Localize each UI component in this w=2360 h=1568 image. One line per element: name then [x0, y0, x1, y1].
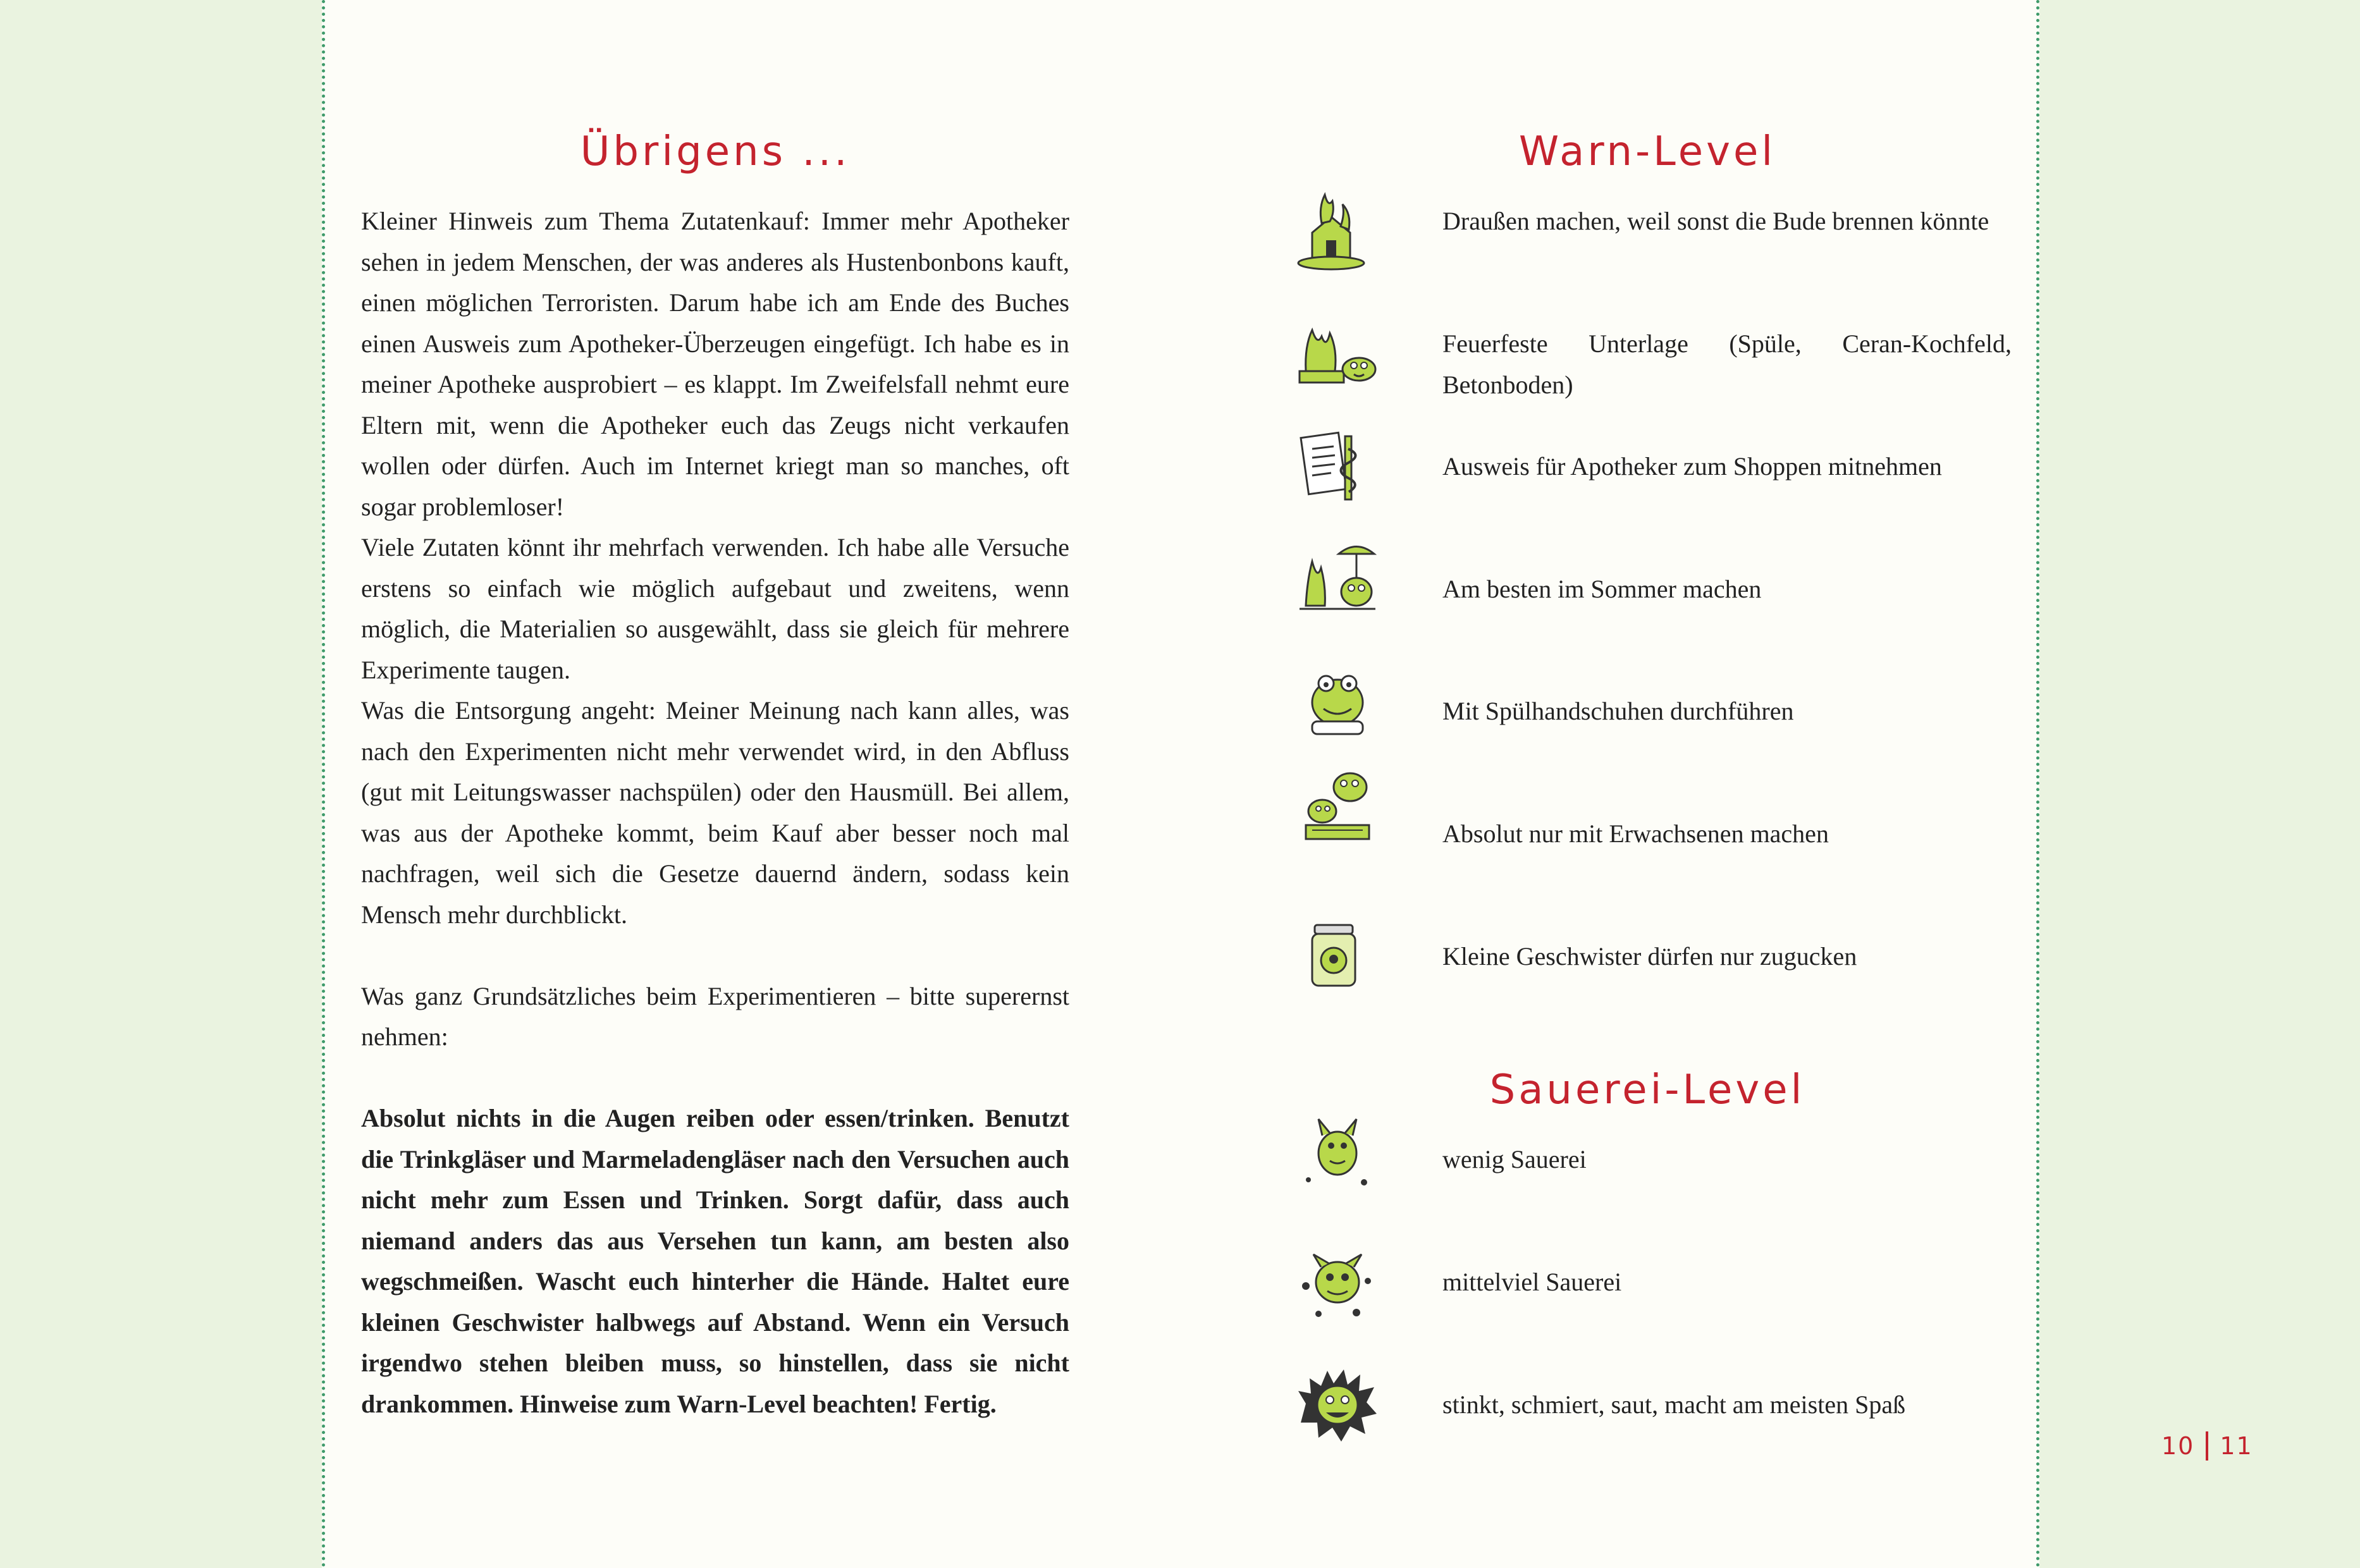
- warn-item-siblings: [1293, 936, 2014, 1031]
- heading-sauerei-level: Sauerei-Level: [1489, 1067, 1805, 1113]
- summer-umbrella-icon: [1293, 536, 1382, 625]
- warn-item-pharmacy-id: [1293, 446, 2014, 541]
- page-number-left: 10: [2161, 1432, 2195, 1460]
- page-number-separator: [2206, 1431, 2208, 1461]
- burning-house-icon: [1293, 188, 1382, 277]
- small-mess-monster-icon: [1293, 1104, 1382, 1192]
- warn-item-text: Kleine Geschwister dürfen nur zugucken: [1442, 942, 1857, 971]
- mess-item-medium: [1293, 1262, 2014, 1357]
- big-mess-monster-icon: [1293, 1359, 1382, 1448]
- jar-watch-icon: [1293, 911, 1382, 1000]
- fireproof-base-icon: [1293, 311, 1382, 400]
- warn-item-text: Ausweis für Apotheker zum Shoppen mitnehmen: [1442, 452, 1942, 481]
- left-body-text: [361, 201, 1069, 1424]
- warn-item-fireproof: [1293, 324, 2014, 419]
- warn-item-gloves: [1293, 691, 2014, 786]
- page-number-right: 11: [2220, 1432, 2253, 1460]
- medium-mess-monster-icon: [1293, 1237, 1382, 1325]
- heading-uebrigens: Übrigens ...: [580, 128, 851, 175]
- warn-item-text: Mit Spülhandschuhen durchführen: [1442, 697, 1794, 725]
- page-numbers: [2161, 1431, 2253, 1461]
- warn-item-adults: [1293, 814, 2014, 909]
- warn-item-text: Absolut nur mit Erwachsenen machen: [1442, 819, 1829, 848]
- mess-item-text: mittelviel Sauerei: [1442, 1268, 1622, 1296]
- pharmacy-id-icon: [1293, 424, 1382, 512]
- heading-warn-level: Warn-Level: [1518, 128, 1776, 175]
- paragraph-disposal: Was die Entsorgung angeht: Meiner Meinung nach kann alles, was nach den Experimenten nicht mehr verwendet wird, in den Abfluss (gut mit Leitungswasser nachspülen) oder den Hausmüll. Bei allem, was aus der Apotheke kommt, beim Kauf aber besser noch mal nachfragen, weil sich die Gesetze dauernd ändern, sodass kein Mensch mehr durchblickt.: [361, 696, 1069, 929]
- mess-item-small: [1293, 1139, 2014, 1234]
- adult-supervision-icon: [1293, 762, 1382, 850]
- warn-item-text: Draußen machen, weil sonst die Bude brennen könnte: [1442, 207, 1989, 235]
- warn-item-text: Am besten im Sommer machen: [1442, 575, 1762, 603]
- mess-item-text: stinkt, schmiert, saut, macht am meisten Spaß: [1442, 1390, 1906, 1419]
- paragraph-reuse: Viele Zutaten könnt ihr mehrfach verwenden. Ich habe alle Versuche erstens so einfach wie möglich aufgebaut und zweitens, wenn möglich, die Materialien so ausgewählt, dass sie gleich für mehrere Experimente taugen.: [361, 533, 1069, 684]
- warn-item-summer: [1293, 569, 2014, 664]
- mess-item-text: wenig Sauerei: [1442, 1145, 1587, 1173]
- mess-item-big: [1293, 1385, 2014, 1479]
- warn-item-text: Feuerfeste Unterlage (Spüle, Ceran-Kochfeld, Betonboden): [1442, 329, 2012, 399]
- rubber-gloves-icon: [1293, 658, 1382, 747]
- paragraph-ingredients: Kleiner Hinweis zum Thema Zutatenkauf: Immer mehr Apotheker sehen in jedem Menschen, der was anderes als Hustenbonbons kauft, einen möglichen Terroristen. Darum habe ich am Ende des Buches einen Ausweis zum Apotheker-Überzeugen eingefügt. Ich habe es in meiner Apotheke ausprobiert – es klappt. Im Zweifelsfall nehmt eure Eltern mit, wenn die Apotheker euch das Zeugs nicht verkaufen wollen oder dürfen. Auch im Internet kriegt man so manches, oft sogar problemloser!: [361, 207, 1069, 521]
- warn-item-outside: [1293, 201, 2014, 296]
- paragraph-safety-rules: Absolut nichts in die Augen reiben oder essen/trinken. Benutzt die Trinkgläser und Marmeladengläser nach den Versuchen auch nicht mehr zum Essen und Trinken. Sorgt dafür, dass auch niemand anders das aus Versehen tun kann, am besten also wegschmeißen. Wascht euch hinterher die Hände. Haltet eure kleinen Geschwister halbwegs auf Abstand. Wenn ein Versuch irgendwo stehen bleiben muss, so hinstellen, dass sie nicht drankommen. Hinweise zum Warn-Level beachten! Fertig.: [361, 1104, 1069, 1418]
- paragraph-intro: Was ganz Grundsätzliches beim Experimentieren – bitte superernst nehmen:: [361, 981, 1069, 1051]
